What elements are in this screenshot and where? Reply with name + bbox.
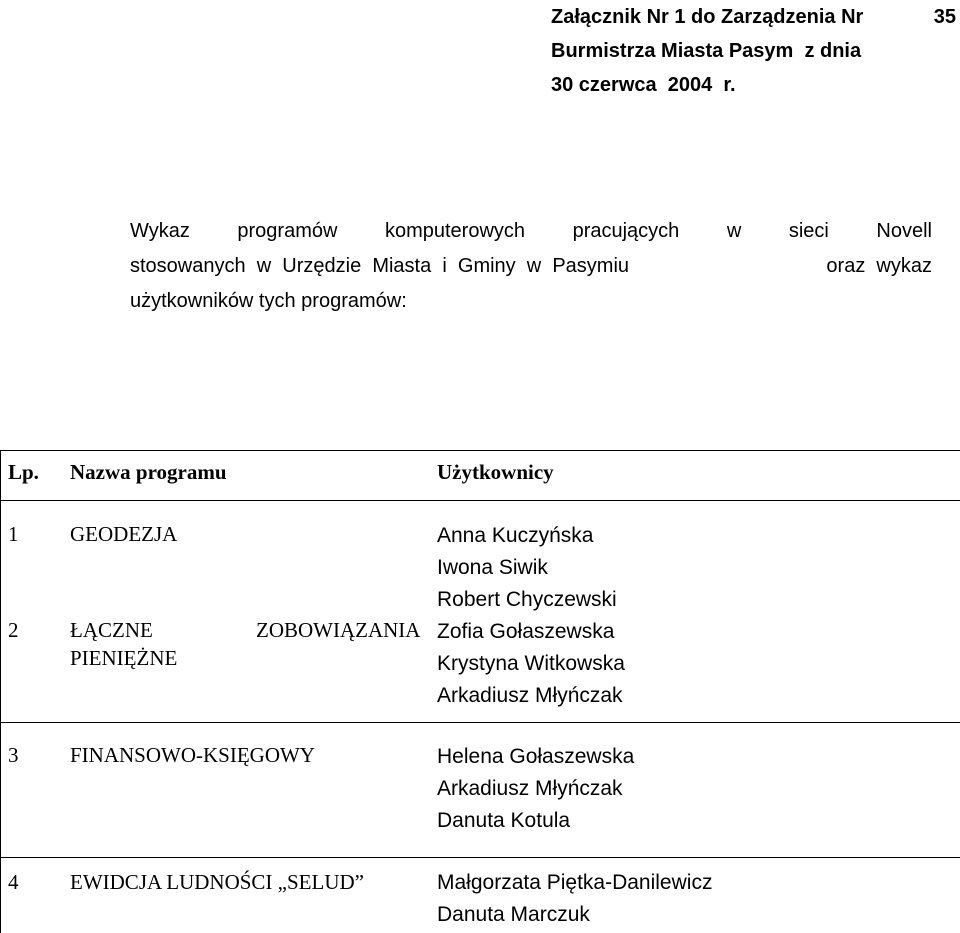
intro-word: Novell [876, 220, 932, 242]
header-line-2: Burmistrza Miasta Pasym z dnia [551, 40, 862, 62]
header-order-number: 35 [933, 6, 956, 28]
program-name: FINANSOWO-KSIĘGOWY [70, 743, 315, 767]
row-number: 4 [8, 870, 19, 894]
program-name: ŁĄCZNE [70, 618, 153, 642]
header-line-3: 30 czerwca 2004 r. [551, 74, 736, 96]
intro-word: sieci [788, 220, 829, 242]
table-left-border [0, 450, 1, 933]
document-header [551, 0, 956, 102]
user-name: Iwona Siwik [437, 556, 548, 579]
program-name: PIENIĘŻNE [70, 646, 178, 670]
column-header-program: Nazwa programu [70, 460, 227, 484]
intro-word: Wykaz [130, 220, 190, 242]
row-number: 2 [8, 618, 19, 642]
program-name: GEODEZJA [70, 522, 178, 546]
intro-word: w [726, 220, 742, 242]
user-name: Helena Gołaszewska [437, 745, 635, 768]
intro-line-2 [130, 249, 932, 284]
column-header-lp: Lp. [8, 460, 39, 484]
column-header-users: Użytkownicy [437, 460, 554, 484]
intro-word: komputerowych [384, 220, 526, 242]
row-number: 3 [8, 743, 19, 767]
intro-paragraph [130, 214, 932, 319]
intro-line-1 [130, 214, 932, 249]
user-name: Danuta Kotula [437, 809, 571, 832]
table-row-rule [0, 722, 960, 723]
program-name: EWIDCJA LUDNOŚCI „SELUD” [70, 870, 364, 894]
intro-word: pracujących [572, 220, 680, 242]
user-name: Małgorzata Piętka-Danilewicz [437, 871, 713, 894]
user-name: Anna Kuczyńska [437, 524, 594, 547]
table-header-rule [0, 500, 960, 501]
user-name: Robert Chyczewski [437, 588, 617, 611]
header-attachment-title: Załącznik Nr 1 do Zarządzenia Nr [551, 6, 864, 28]
table-top-rule [0, 450, 960, 451]
user-name: Zofia Gołaszewska [437, 620, 615, 643]
intro-line-3: użytkowników tych programów: [130, 290, 407, 312]
user-name: Danuta Marczuk [437, 903, 590, 926]
row-number: 1 [8, 522, 19, 546]
program-name: ZOBOWIĄZANIA [256, 618, 421, 642]
table-row-rule [0, 857, 960, 858]
header-line-1 [551, 0, 956, 34]
user-name: Arkadiusz Młyńczak [437, 684, 623, 707]
user-name: Krystyna Witkowska [437, 652, 625, 675]
intro-segment: stosowanych w Urzędzie Miasta i Gminy w Pasymiu [130, 255, 630, 277]
user-name: Arkadiusz Młyńczak [437, 777, 623, 800]
intro-word: programów [237, 220, 338, 242]
intro-segment: oraz wykaz [826, 255, 932, 277]
